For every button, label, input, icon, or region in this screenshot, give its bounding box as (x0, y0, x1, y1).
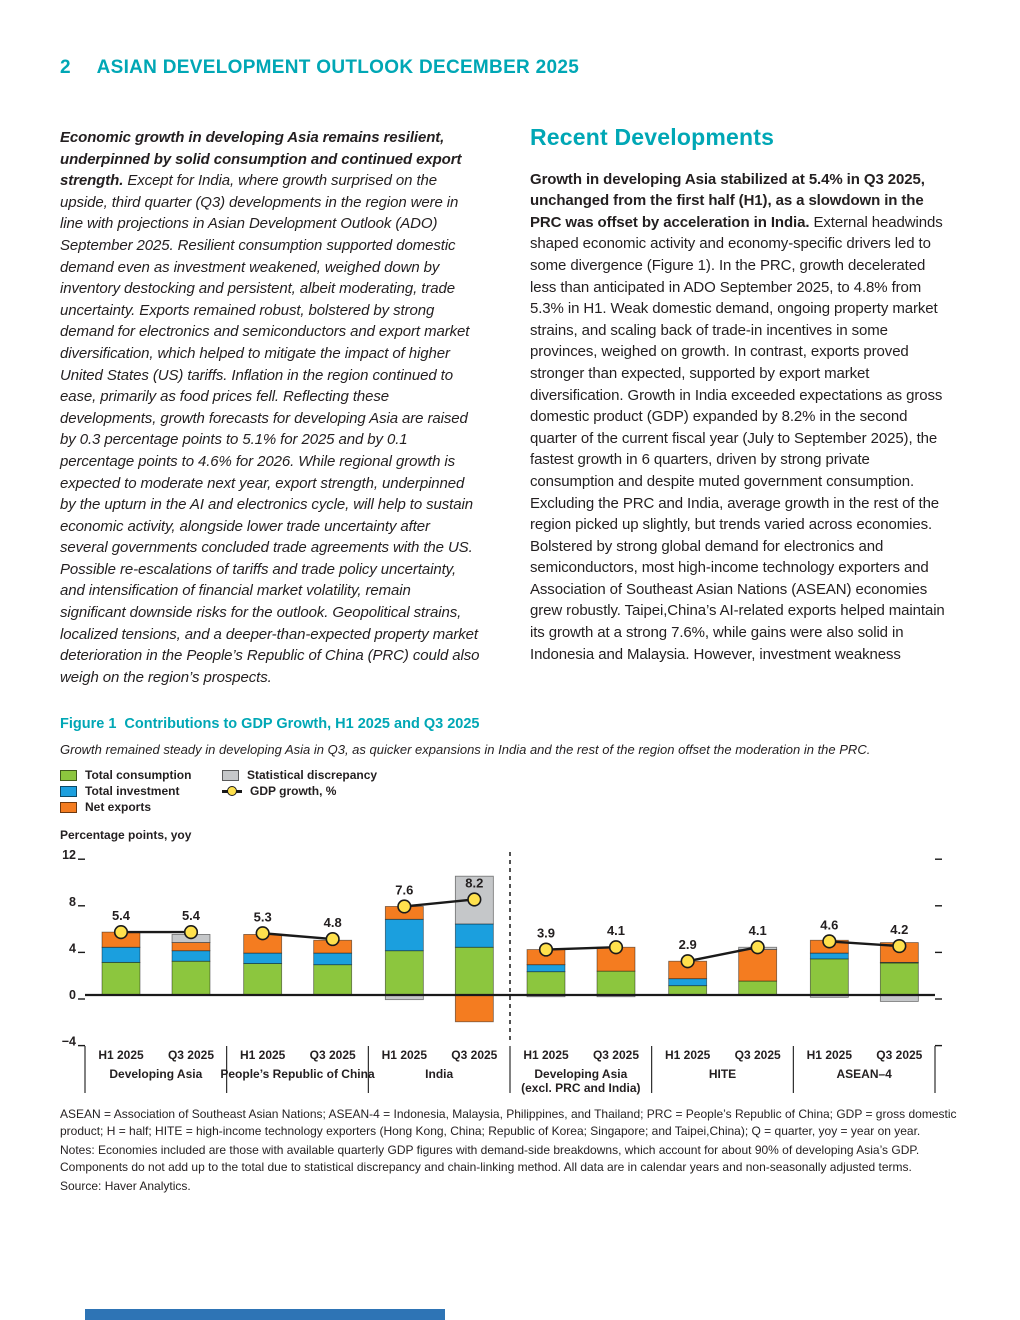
svg-text:5.3: 5.3 (253, 909, 272, 925)
svg-text:4.8: 4.8 (323, 915, 342, 931)
figure-label: Figure 1 (60, 716, 117, 732)
svg-text:4.1: 4.1 (748, 923, 767, 939)
left-lead-sentence: Economic growth in developing Asia remains resilient, underpinned by solid consumption and continued export strength. (60, 129, 462, 190)
svg-text:Developing Asia: Developing Asia (534, 1067, 628, 1081)
right-column-paragraph (530, 169, 950, 666)
svg-text:H1 2025: H1 2025 (523, 1048, 569, 1062)
net-exports-swatch-icon (60, 802, 77, 813)
svg-text:Q3 2025: Q3 2025 (734, 1048, 781, 1062)
svg-text:(excl. PRC and India): (excl. PRC and India) (521, 1081, 641, 1095)
legend-item-consumption (60, 767, 222, 783)
left-body-text: Except for India, where growth surprised on the upside, third quarter (Q3) developments in the region were in line with projections in Asian Development Outlook (ADO) September 2025. Resilient consumption supported domestic demand even as investment weakened, weighed down by inventory destocking and persistent, albeit moderating, trade uncertainty. Exports remained robust, bolstered by strong demand for electronics and semiconductors and export market diversification, which helped to mitigate the impact of higher United States (US) tariffs. Inflation in the region continued to ease, primarily as food prices fell. Reflecting these developments, growth forecasts for developing Asia are raised by 0.3 percentage points to 5.1% for 2025 and by 0.1 percentage points to 4.6% for 2026. While regional growth is expected to moderate next year, export strength, underpinned by the upturn in the AI and electronics cycle, will help to sustain economic activity, alongside lower trade uncertainty after several governments concluded trade agreements with the US. Possible re-escalations of tariffs and trade policy uncertainty, and intensification of financial market volatility, remain significant downside risks for the outlook. Geopolitical strains, localized tensions, and a deeper-than-expected property market deterioration in the People’s Republic of China (PRC) could also weigh on the region’s prospects. (60, 172, 480, 686)
svg-text:8.2: 8.2 (465, 875, 484, 891)
svg-text:4.6: 4.6 (820, 917, 839, 933)
svg-text:5.4: 5.4 (181, 908, 201, 924)
svg-text:4.1: 4.1 (606, 923, 626, 939)
legend-item-gdp-growth (222, 783, 462, 799)
svg-text:−4: −4 (61, 1034, 76, 1049)
svg-text:8: 8 (69, 894, 76, 909)
figure-title (60, 716, 479, 732)
svg-text:4.2: 4.2 (890, 922, 909, 938)
svg-text:H1 2025: H1 2025 (806, 1048, 853, 1062)
svg-text:12: 12 (62, 848, 76, 863)
figure-footnotes (60, 1106, 962, 1198)
svg-text:2.9: 2.9 (678, 937, 697, 953)
legend-item-investment (60, 783, 222, 799)
discrepancy-swatch-icon (222, 770, 239, 781)
page-number: 2 (60, 57, 71, 78)
left-column (60, 127, 480, 688)
right-column (530, 124, 950, 688)
svg-text:India: India (425, 1067, 454, 1081)
section-heading: Recent Developments (530, 124, 775, 150)
page-header (60, 57, 579, 79)
gdp-line-marker-icon (222, 786, 242, 797)
source-text: Source: Haver Analytics. (60, 1179, 191, 1193)
svg-text:H1 2025: H1 2025 (664, 1048, 711, 1062)
legend-item-discrepancy (222, 767, 462, 783)
legend-label: Total investment (85, 784, 180, 798)
legend-item-net-exports (60, 799, 222, 815)
svg-text:HITE: HITE (708, 1067, 737, 1081)
legend-label: Net exports (85, 800, 152, 814)
consumption-swatch-icon (60, 770, 77, 781)
svg-text:Q3 2025: Q3 2025 (309, 1048, 356, 1062)
right-lead-sentence: Growth in developing Asia stabilized at 5.4% in Q3 2025, unchanged from the first half (H1), as a slowdown in the PRC was offset by acceleration in India. (530, 170, 925, 231)
gdp-contributions-chart (60, 846, 960, 1102)
svg-text:Q3 2025: Q3 2025 (451, 1048, 498, 1062)
footer-accent-bar (85, 1309, 445, 1320)
abbreviations-note: ASEAN = Association of Southeast Asian Nations; ASEAN-4 = Indonesia, Malaysia, Philippines, and Thailand; PRC = People’s Republic of China; GDP = gross domestic product; H = half; HITE = high-income technology exporters (Hong Kong, China; Republic of Korea; Singapore; and Taipei,China); Q = quarter, yoy = year on year. (60, 1107, 957, 1138)
svg-text:ASEAN–4: ASEAN–4 (836, 1067, 892, 1081)
right-body-text: External headwinds shaped economic activity and economy-specific drivers led to some divergence (Figure 1). In the PRC, growth decelerated less than anticipated in ADO September 2025, to 4.8% from 5.3% in H1. Weak domestic demand, ongoing property market strains, and scaling back of trade-in incentives in some provinces, weighed on growth. In contrast, exports proved stronger than expected, supported by export market diversification. Growth in India exceeded expectations as gross domestic product (GDP) expanded by 8.2% in the second quarter of the current fiscal year (July to September 2025), the fastest growth in 6 quarters, driven by strong private consumption and despite muted government consumption. Excluding the PRC and India, average growth in the rest of the region picked up slightly, but trends varied across economies. Bolstered by strong global demand for electronics and semiconductors, most high-income technology exporters and Association of Southeast Asian Nations (ASEAN) economies grew robustly. Taipei,China’s AI-related exports helped maintain its growth at a strong 7.6%, while gains were also solid in Indonesia and Malaysia. However, investment weakness (530, 213, 945, 663)
chart-legend (60, 767, 462, 815)
svg-text:3.9: 3.9 (536, 925, 556, 941)
svg-text:H1 2025: H1 2025 (98, 1048, 144, 1062)
figure-title-text: Contributions to GDP Growth, H1 2025 and Q3 2025 (124, 716, 480, 732)
y-axis-label: Percentage points, yoy (60, 828, 192, 842)
svg-text:H1 2025: H1 2025 (239, 1048, 286, 1062)
svg-text:Q3 2025: Q3 2025 (876, 1048, 923, 1062)
svg-text:Developing Asia: Developing Asia (109, 1067, 203, 1081)
svg-text:Q3 2025: Q3 2025 (167, 1048, 215, 1062)
svg-text:0: 0 (69, 988, 76, 1002)
svg-text:7.6: 7.6 (395, 882, 414, 898)
svg-text:Q3 2025: Q3 2025 (592, 1048, 640, 1062)
notes-text: Notes: Economies included are those with available quarterly GDP figures with demand-side breakdowns, which account for about 90% of developing Asia’s GDP. Components do not add up to the total due to statistical discrepancy and chain-linking method. All data are in calendar years and non-seasonally adjusted terms. (60, 1143, 920, 1174)
svg-text:H1 2025: H1 2025 (381, 1048, 428, 1062)
investment-swatch-icon (60, 786, 77, 797)
legend-label: Total consumption (85, 768, 192, 782)
left-column-paragraph (60, 127, 480, 688)
legend-label: Statistical discrepancy (247, 768, 378, 782)
running-head-title: ASIAN DEVELOPMENT OUTLOOK DECEMBER 2025 (96, 57, 580, 78)
svg-text:5.4: 5.4 (111, 908, 131, 924)
svg-text:4: 4 (69, 941, 76, 956)
svg-text:People’s Republic of China: People’s Republic of China (220, 1067, 375, 1081)
legend-label: GDP growth, % (250, 784, 337, 798)
figure-subtitle: Growth remained steady in developing Asia in Q3, as quicker expansions in India and the rest of the region offset the moderation in the PRC. (60, 742, 871, 757)
two-column-body (60, 124, 960, 688)
